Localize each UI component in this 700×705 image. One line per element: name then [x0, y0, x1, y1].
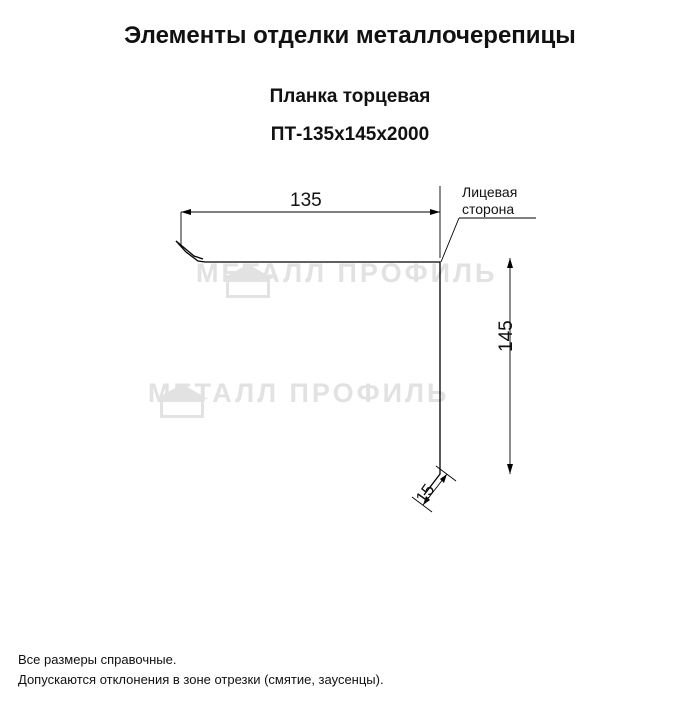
dimension-width-label: 135 — [290, 190, 322, 211]
watermark-text: МЕТАЛЛ ПРОФИЛЬ — [148, 378, 450, 408]
footnote-line-2: Допускаются отклонения в зоне отрезки (смятие, заусенцы). — [18, 672, 384, 687]
dimension-flange-label: 15 — [412, 480, 439, 507]
footnote-line-1: Все размеры справочные. — [18, 652, 177, 667]
face-side-annotation — [462, 184, 552, 218]
watermark-text: МЕТАЛЛ ПРОФИЛЬ — [196, 258, 498, 288]
face-side-line2: сторона — [462, 201, 515, 217]
product-code: ПТ-135х145х2000 — [270, 124, 430, 145]
footnotes — [18, 650, 384, 690]
page-title: Элементы отделки металлочерепицы — [124, 22, 576, 49]
face-side-line1: Лицевая — [462, 184, 518, 200]
product-name: Планка торцевая — [269, 86, 431, 107]
dimension-height-label: 145 — [496, 320, 517, 352]
